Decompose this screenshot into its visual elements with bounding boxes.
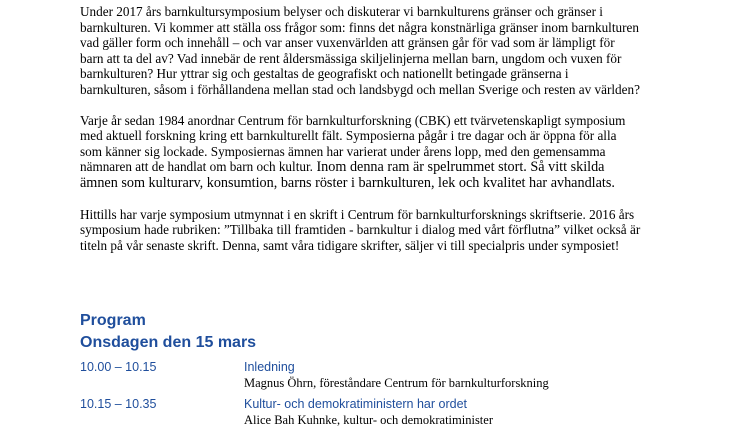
program-item-time: 10.15 – 10.35 bbox=[80, 397, 157, 411]
text-line: med aktuell forskning kring ett barnkulturellt fält. Symposierna pågår i tre dagar och är öppna för alla bbox=[80, 128, 617, 144]
text-line: barnkulturen. Vi kommer att ställa oss frågor som: finns det några konstnärliga gränser inom barnkulturen bbox=[80, 19, 639, 35]
program-item-speaker: Magnus Öhrn, föreståndare Centrum för barnkulturforskning bbox=[244, 376, 549, 390]
text-line: barnkulturen, såsom i förhållandena mellan stad och landsbygd och mellan Sverige och resten av världen? bbox=[80, 81, 640, 97]
intro-paragraph bbox=[80, 4, 680, 98]
text-line: barnkulturen? Hur yttrar sig och gestaltas de geografiskt och nationellt betingade gränserna i bbox=[80, 66, 569, 82]
program-item bbox=[80, 360, 700, 394]
text-line: symposium hade rubriken: ”Tillbaka till framtiden - barnkultur i dialog med vårt förflutna” vilket också är bbox=[80, 222, 641, 238]
publications-paragraph bbox=[80, 207, 680, 254]
text-segment: nämnaren att de handlat om barn och kultur. bbox=[80, 159, 313, 175]
text-line: Under 2017 års barnkultursymposium belyser och diskuterar vi barnkulturens gränser och gränser i bbox=[80, 4, 603, 19]
program-item-speaker: Alice Bah Kuhnke, kultur- och demokratiminister bbox=[244, 413, 493, 427]
day-heading: Onsdagen den 15 mars bbox=[80, 334, 257, 351]
program-item bbox=[80, 397, 700, 431]
text-line bbox=[80, 159, 680, 176]
text-line: titeln på vår senaste skrift. Denna, samt våra tidigare skrifter, säljer vi till specialpris under symposiet! bbox=[80, 237, 620, 253]
text-line: som känner sig lockade. Symposiernas ämnen har varierat under årens lopp, med den gemensamma bbox=[80, 143, 606, 159]
text-line: Varje år sedan 1984 anordnar Centrum för barnkulturforskning (CBK) ett tvärvetenskapligt symposium bbox=[80, 112, 626, 128]
program-item-time: 10.00 – 10.15 bbox=[80, 360, 157, 374]
program-item-title: Kultur- och demokratiministern har ordet bbox=[244, 397, 468, 411]
program-item-title: Inledning bbox=[244, 360, 295, 374]
document-body bbox=[80, 4, 680, 268]
text-line: vad gäller form och innehåll – och var anser vuxenvärlden att gränsen går för vad som är lämpligt för bbox=[80, 35, 615, 51]
program-heading: Program bbox=[80, 312, 146, 329]
text-segment-large: Inom denna ram är spelrummet stort. Så vitt skilda bbox=[312, 159, 605, 176]
text-line: barn att ta del av? Vad innebär de rent åldersmässiga skiljelinjerna mellan barn, ungdom och vuxen för bbox=[80, 50, 622, 66]
text-line: ämnen som kulturarv, konsumtion, barns röster i barnkulturen, lek och kvalitet har avhandlats. bbox=[80, 174, 615, 191]
history-paragraph bbox=[80, 113, 680, 192]
text-line: Hittills har varje symposium utmynnat i en skrift i Centrum för barnkulturforsknings skriftserie. 2016 års bbox=[80, 206, 635, 222]
